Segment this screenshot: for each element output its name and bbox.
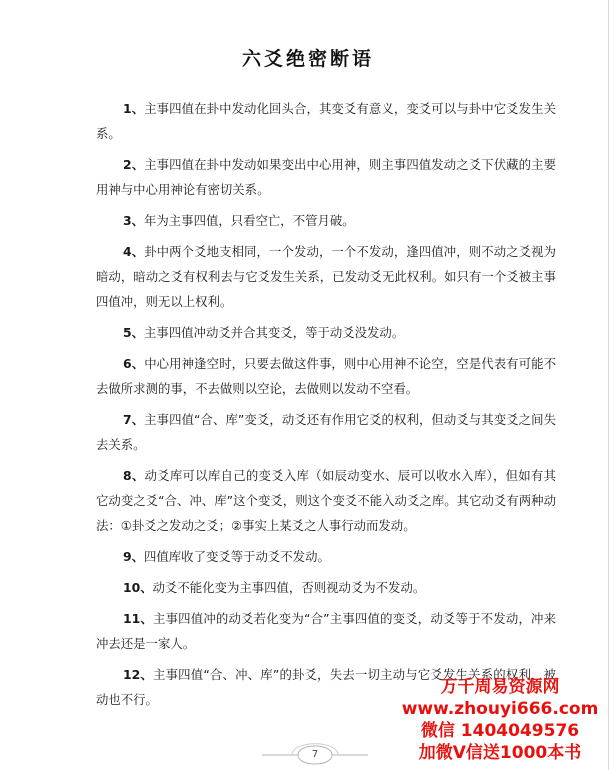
item-number: 12、 [123, 667, 154, 682]
item-number: 7、 [123, 412, 145, 427]
rules-list [96, 96, 556, 718]
list-item [96, 208, 556, 233]
item-number: 6、 [123, 356, 145, 371]
page-number: 7 [311, 749, 319, 760]
watermark-site-name: 万千周易资源网 [440, 677, 560, 697]
list-item [96, 320, 556, 345]
list-item [96, 575, 556, 600]
item-text: 卦中两个爻地支相同，一个发动，一个不发动，逢四值冲，则不动之爻视为暗动，暗动之爻有权利去与它爻发生关系，已发动爻无此权利。如只有一个爻被主事四值冲，则无以上权利。 [96, 244, 557, 309]
item-text: 主事四值“合、冲、库”的卦爻，失去一切主动与它爻发生关系的权利，被动也不行。 [96, 667, 556, 707]
list-item [96, 407, 556, 457]
list-item [96, 239, 556, 314]
watermark-offer: 加微V信送1000本书 [418, 743, 582, 763]
item-text: 主事四值“合、库”变爻，动爻还有作用它爻的权利，但动爻与其变爻之间失去关系。 [96, 412, 556, 452]
item-number: 5、 [123, 325, 145, 340]
list-item [96, 544, 556, 569]
list-item [96, 351, 556, 401]
item-text: 主事四值冲的动爻若化变为“合”主事四值的变爻，动爻等于不发动，冲来冲去还是一家人。 [96, 611, 556, 651]
item-number: 8、 [123, 468, 145, 483]
item-text: 四值库收了变爻等于动爻不发动。 [144, 549, 330, 564]
page-edge [608, 0, 609, 770]
item-number: 2、 [123, 157, 145, 172]
item-text: 年为主事四值，只看空亡，不管月破。 [144, 213, 355, 228]
item-number: 4、 [123, 244, 145, 259]
list-item [96, 463, 556, 538]
item-number: 1、 [123, 101, 145, 116]
watermark-wechat: 微信 1404049576 [420, 721, 580, 741]
watermark-url: www.zhouyi666.com [401, 699, 599, 719]
item-number: 3、 [123, 213, 145, 228]
item-text: 中心用神逢空时，只要去做这件事，则中心用神不论空，空是代表有可能不去做所求测的事，不去做则以空论，去做则以发动不空看。 [96, 356, 557, 396]
item-number: 10、 [123, 580, 153, 595]
list-item [96, 96, 556, 146]
watermark [394, 676, 606, 764]
item-number: 9、 [123, 549, 145, 564]
item-text: 动爻不能化变为主事四值，否则视动爻为不发动。 [152, 580, 426, 595]
item-number: 11、 [123, 611, 154, 626]
page-number-ornament [262, 740, 368, 770]
item-text: 主事四值在卦中发动如果变出中心用神，则主事四值发动之爻下伏藏的主要用神与中心用神论有密切关系。 [96, 157, 557, 197]
list-item [96, 606, 556, 656]
page-title: 六爻绝密断语 [241, 48, 374, 70]
list-item [96, 152, 556, 202]
item-text: 主事四值冲动爻并合其变爻，等于动爻没发动。 [144, 325, 405, 340]
item-text: 主事四值在卦中发动化回头合，其变爻有意义，变爻可以与卦中它爻发生关系。 [96, 101, 557, 141]
item-text: 动爻库可以库自己的变爻入库（如辰动变水、辰可以收水入库），但如有其它动变之爻“合、冲、库”这个变爻，则这个变爻不能入动爻之库。其它动爻有两种动法：①卦爻之发动之爻；②事实上某爻之人事行动而发动。 [96, 468, 556, 533]
